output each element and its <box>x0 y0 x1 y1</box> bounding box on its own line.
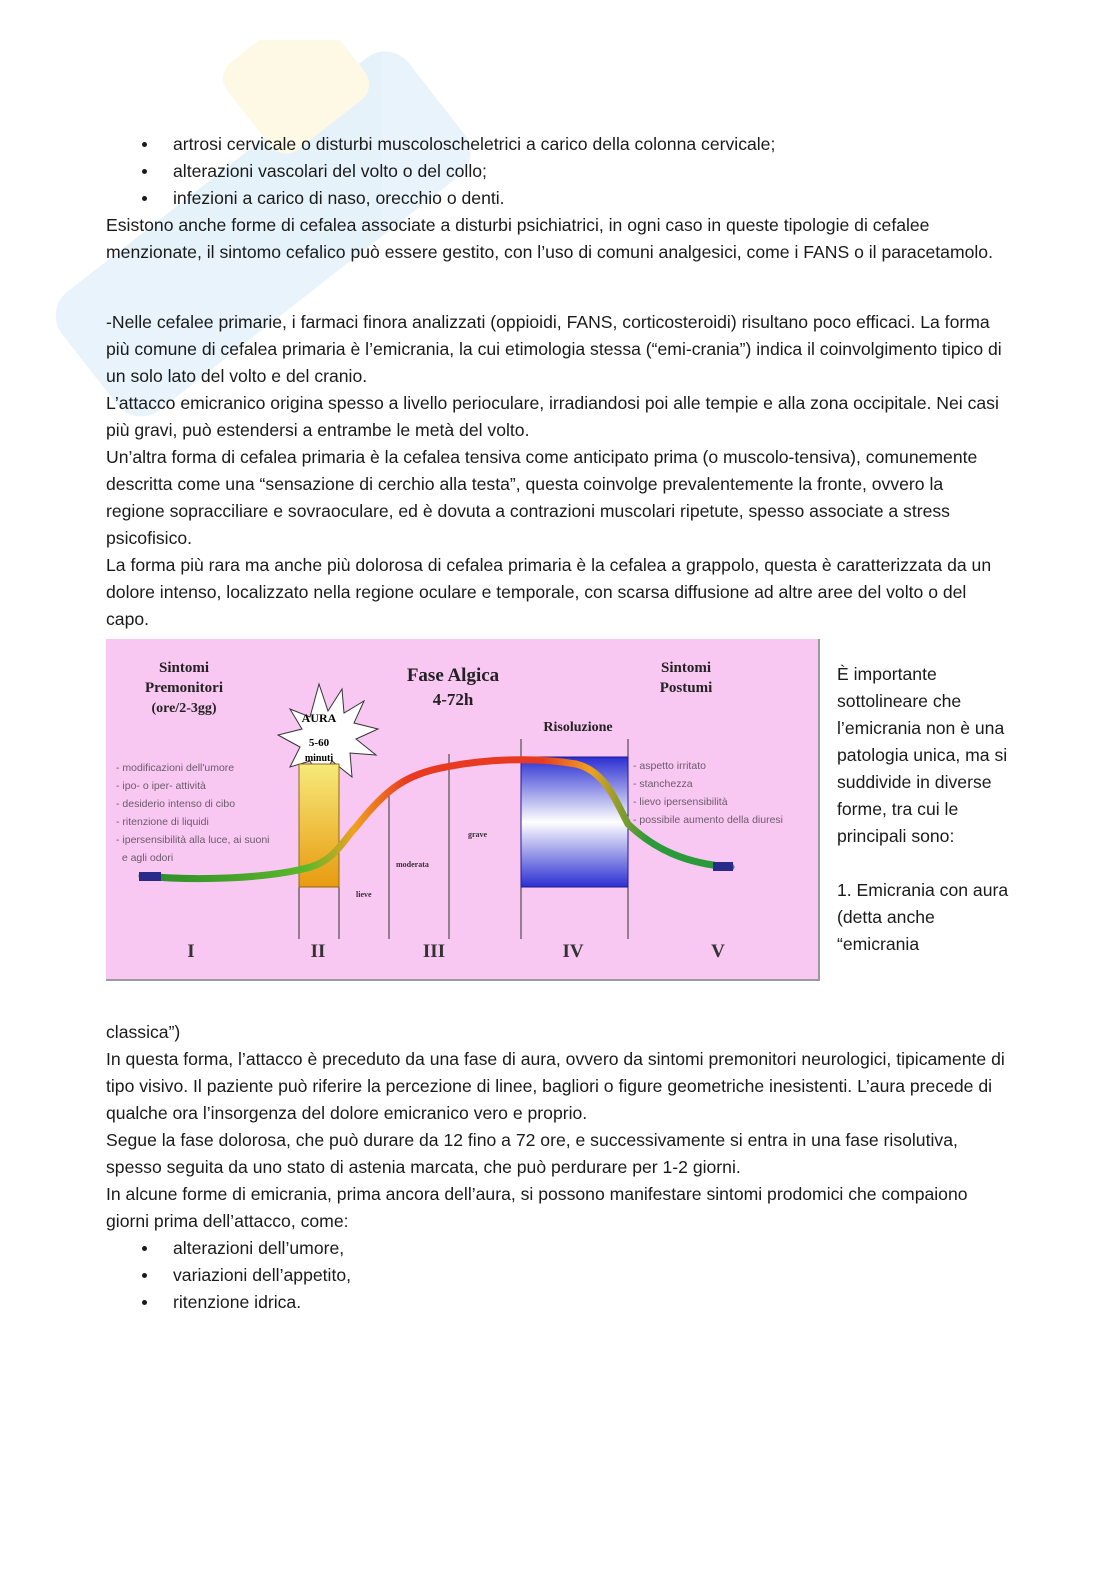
phase-label: V <box>711 941 725 962</box>
aura-label: AURA <box>301 711 337 725</box>
paragraph: 1. Emicrania con aura (detta anche “emicrania <box>837 880 1009 954</box>
postdromal-item: - lievo ipersensibilità <box>633 796 728 808</box>
phase-label: IV <box>562 941 584 962</box>
postdromal-item: - aspetto irritato <box>633 760 706 772</box>
paragraph: -Nelle cefalee primarie, i farmaci finora analizzati (oppioidi, FANS, corticosteroidi) risultano poco efficaci. La forma più comune di cefalea primaria è l’emicrania, la cui etimologia stessa (“emi-crania”) indica il coinvolgimento tipico di un solo lato del volto e del cranio. <box>106 312 1002 386</box>
phase-label: III <box>422 941 446 962</box>
premonitory-item: - modificazioni dell'umore <box>116 762 235 774</box>
resolution-label: Risoluzione <box>543 720 613 735</box>
phase-label: I <box>187 941 195 962</box>
list-item: alterazioni vascolari del volto o del collo; <box>173 158 1006 185</box>
paragraph: Un’altra forma di cefalea primaria è la cefalea tensiva come anticipato prima (o muscolo-tensiva), comunemente descritta come una “sensazione di cerchio alla testa”, questa coinvolge prevalentemente la fronte, ovvero la regione sopracciliare e sovraoculare, ed è dovuta a contrazioni muscolari ripetute, spesso associate a stress psicofisico. <box>106 447 978 548</box>
paragraph: L’attacco emicranico origina spesso a livello perioculare, irradiandosi poi alle tempie e alla zona occipitale. Nei casi più gravi, può estendersi a entrambe le metà del volto. <box>106 393 999 440</box>
premonitory-item: - ipo- o iper- attività <box>116 780 206 792</box>
premonitory-title: Premonitori <box>144 680 224 696</box>
paragraph: La forma più rara ma anche più dolorosa di cefalea primaria è la cefalea a grappolo, questa è caratterizzata da un dolore intenso, localizzato nella regione oculare e temporale, con scarsa diffusione ad altre aree del volto o del capo. <box>106 555 992 629</box>
postdromal-title: Sintomi <box>660 660 712 676</box>
intensity-label-moderate: moderata <box>396 860 429 869</box>
paragraph: In questa forma, l’attacco è preceduto da una fase di aura, ovvero da sintomi premonitori neurologici, tipicamente di tipo visivo. Il paziente può riferire la percezione di linee, bagliori o figure geometriche inesistenti. L’aura precede di qualche ora l’insorgenza del dolore emicranico vero e proprio. <box>106 1049 1005 1123</box>
aura-unit: minuti <box>304 753 334 764</box>
migraine-phases-diagram <box>106 639 820 981</box>
intensity-label-mild: lieve <box>356 890 372 899</box>
intensity-label-severe: grave <box>468 830 488 839</box>
postdromal-item: - stanchezza <box>633 778 693 790</box>
postdromal-title: Postumi <box>659 680 713 696</box>
premonitory-item: e agli odori <box>116 852 174 864</box>
list-item: alterazioni dell’umore, <box>173 1235 1006 1262</box>
list-item: ritenzione idrica. <box>173 1289 1006 1316</box>
side-text <box>837 661 1009 958</box>
phase-label: II <box>310 941 326 962</box>
bullet-list-top <box>106 131 1006 212</box>
paragraph: Segue la fase dolorosa, che può durare da 12 fino a 72 ore, e successivamente si entra in una fase risolutiva, spesso seguita da uno stato di astenia marcata, che può perdurare per 1-2 giorni. <box>106 1130 958 1177</box>
list-item: variazioni dell’appetito, <box>173 1262 1006 1289</box>
paragraph: classica”) <box>106 1022 181 1042</box>
bullet-list-bottom <box>106 1235 1006 1316</box>
aura-duration: 5-60 <box>308 737 330 749</box>
paragraph: È importante sottolineare che l’emicrania non è una patologia unica, ma si suddivide in diverse forme, tra cui le principali sono: <box>837 664 1008 846</box>
paragraph: Esistono anche forme di cefalea associate a disturbi psichiatrici, in ogni caso in queste tipologie di cefalee menzionate, il sintomo cefalico può essere gestito, con l’uso di comuni analgesici, come i FANS o il paracetamolo. <box>106 215 993 262</box>
premonitory-item: - ipersensibilità alla luce, ai suoni <box>116 834 270 846</box>
algic-phase-duration: 4-72h <box>432 690 474 709</box>
list-item: artrosi cervicale o disturbi muscoloscheletrici a carico della colonna cervicale; <box>173 131 1006 158</box>
premonitory-item: - ritenzione di liquidi <box>116 816 209 828</box>
premonitory-item: - desiderio intenso di cibo <box>116 798 236 810</box>
list-item: infezioni a carico di naso, orecchio o denti. <box>173 185 1006 212</box>
algic-phase-title: Fase Algica <box>406 665 500 686</box>
paragraph: In alcune forme di emicrania, prima ancora dell’aura, si possono manifestare sintomi prodomici che compaiono giorni prima dell’attacco, come: <box>106 1184 968 1231</box>
figure-row <box>106 639 1009 1019</box>
premonitory-title: Sintomi <box>158 660 210 676</box>
postdromal-item: - possibile aumento della diuresi <box>633 814 783 826</box>
premonitory-duration: (ore/2-3gg) <box>151 701 217 716</box>
document-page <box>106 131 1009 1316</box>
